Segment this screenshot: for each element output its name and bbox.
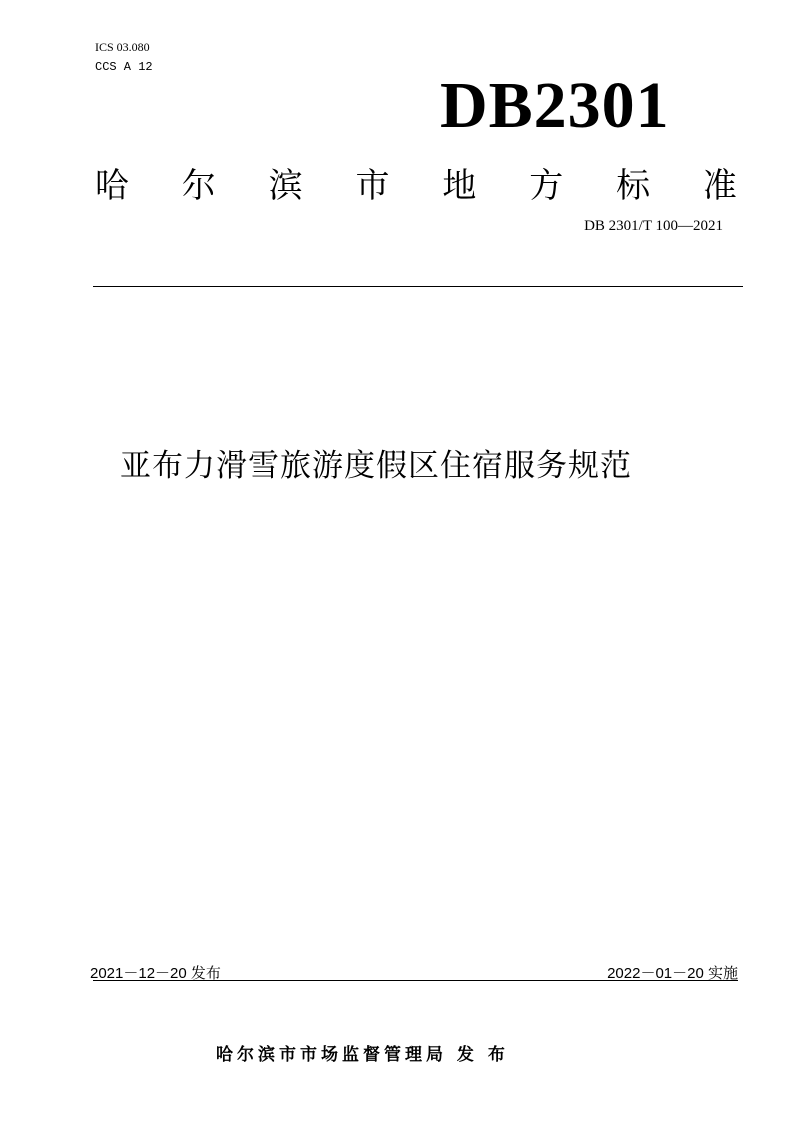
implement-date: 2022－01－20 实施 xyxy=(607,965,738,982)
db-mark: DB2301 xyxy=(440,69,670,142)
standard-number: DB 2301/T 100—2021 xyxy=(584,218,723,234)
standard-type-char: 哈 xyxy=(95,166,129,206)
standard-type-char: 地 xyxy=(442,166,477,206)
ccs-code: CCS A 12 xyxy=(95,60,153,74)
issuer: 哈尔滨市市场监督管理局 发 布 xyxy=(216,1045,509,1065)
standard-type-char: 市 xyxy=(355,166,390,206)
ics-code: ICS 03.080 xyxy=(95,40,150,54)
header-divider xyxy=(93,286,743,287)
standard-type xyxy=(95,158,737,207)
standard-type-char: 尔 xyxy=(181,166,216,206)
standard-type-char: 方 xyxy=(529,166,564,206)
publish-date: 2021－12－20 发布 xyxy=(90,965,221,982)
standard-type-char: 标 xyxy=(616,166,651,206)
standard-type-char: 滨 xyxy=(268,166,303,206)
document-title: 亚布力滑雪旅游度假区住宿服务规范 xyxy=(120,448,632,484)
standard-type-char: 准 xyxy=(702,166,737,206)
footer-divider xyxy=(93,980,738,981)
